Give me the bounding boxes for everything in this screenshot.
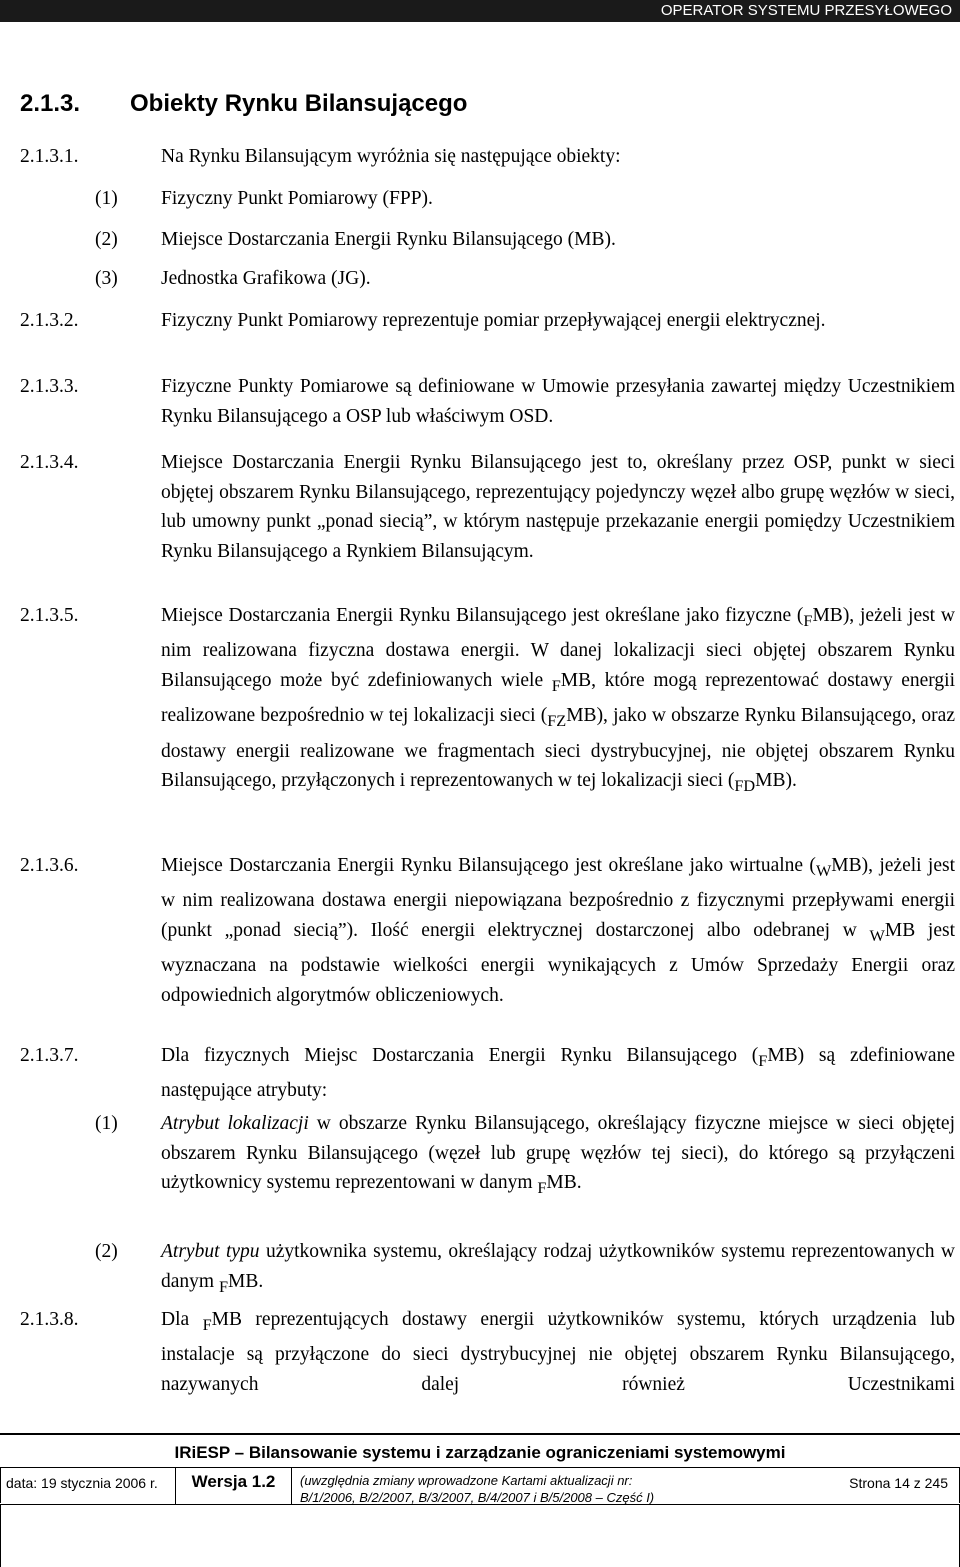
footer-page-number: Strona 14 z 245 — [849, 1475, 948, 1491]
paragraph — [20, 372, 955, 431]
footer-info-row — [0, 1467, 960, 1505]
paragraph-number: 2.1.3.7. — [20, 1045, 79, 1066]
list-item — [20, 264, 955, 294]
paragraph-text: Miejsce Dostarczania Energii Rynku Bilansującego jest określane jako wirtualne $(_WMB)$, jeżeli jest w nim realizowana dostawa energii niepowiązana bezpośrednio z fizycznymi przepływami energii (punkt „ponad siecią”). Ilość energii elektrycznej dostarczonej albo odebranej w $_W$MB jest wyznaczana na podstawie wielkości energii wynikających z Umów Sprzedaży Energii oraz odpowiednich algorytmów obliczeniowych. — [161, 855, 955, 1006]
paragraph — [20, 851, 955, 1010]
paragraph — [20, 1041, 955, 1106]
paragraph-text: Na Rynku Bilansującym wyróżnia się następujące obiekty: — [161, 146, 621, 167]
paragraph-text: Dla $_F$MB reprezentujących dostawy energii użytkowników systemu, których urządzenia lub instalacje są przyłączone do sieci dystrybucyjnej nie objętej obszarem Rynku Bilansującego, nazywanych dalej również Uczestnikami — [161, 1309, 956, 1395]
page-footer — [0, 1433, 960, 1567]
list-item-text: Atrybut typu użytkownika systemu, określający rodzaj użytkowników systemu reprezentowanych w danym $_F$MB. — [161, 1241, 955, 1296]
list-item-number: (1) — [95, 1113, 118, 1134]
paragraph-number: 2.1.3.8. — [20, 1309, 79, 1330]
paragraph — [20, 601, 955, 802]
list-item — [20, 1237, 955, 1302]
list-item — [20, 1109, 955, 1203]
list-item-text: Atrybut lokalizacji w obszarze Rynku Bilansującego, określający fizyczne miejsce w sieci objętej obszarem Rynku Bilansującego (węzeł lub grupę węzłów tej sieci), do którego są przyłączeni użytkownicy systemu reprezentowani w danym $_F$MB. — [161, 1113, 956, 1197]
paragraph — [20, 306, 955, 336]
section-title: Obiekty Rynku Bilansującego — [130, 90, 468, 117]
list-item-text: Miejsce Dostarczania Energii Rynku Bilansującego (MB). — [161, 229, 616, 250]
paragraph — [20, 448, 955, 566]
paragraph-text: Miejsce Dostarczania Energii Rynku Bilansującego jest określane jako fizyczne $(_FMB)$, jeżeli jest w nim realizowana fizyczna dostawa energii. W danej lokalizacji sieci objętej obszarem Rynku Bilansującego może być zdefiniowanych wiele $_F$MB, które mogą reprezentować dostawy energii realizowane bezpośrednio w tej lokalizacji sieci $(_{FZ}MB)$, jako w obszarze Rynku Bilansującego, oraz dostawy energii realizowane we fragmentach sieci dystrybucyjnej, nie objętej obszarem Rynku Bilansującego, przyłączonych i reprezentowanych w tej lokalizacji sieci $(_{FD}MB)$. — [161, 605, 955, 796]
section-heading — [20, 90, 940, 118]
footer-date: data: 19 stycznia 2006 r. — [6, 1475, 158, 1491]
paragraph — [20, 1305, 955, 1399]
header-title: OPERATOR SYSTEMU PRZESYŁOWEGO — [660, 2, 952, 19]
list-item-text: Fizyczny Punkt Pomiarowy (FPP). — [161, 188, 433, 209]
list-item-number: (2) — [95, 1241, 118, 1262]
paragraph-number: 2.1.3.6. — [20, 855, 79, 876]
list-item-text: Jednostka Grafikowa (JG). — [161, 268, 371, 289]
paragraph-number: 2.1.3.5. — [20, 605, 79, 626]
paragraph-text: Miejsce Dostarczania Energii Rynku Bilansującego jest to, określany przez OSP, punkt w sieci objętej obszarem Rynku Bilansującego, reprezentujący pojedynczy węzeł albo grupę węzłów w sieci, lub umowny punkt „ponad siecią”, w którym następuje przekazanie energii pomiędzy Uczestnikiem Rynku Bilansującego a Rynkiem Bilansującym. — [161, 452, 955, 562]
footer-version: Wersja 1.2 — [175, 1468, 292, 1504]
paragraph — [20, 142, 955, 172]
list-item-number: (1) — [95, 188, 118, 209]
footer-border-left — [0, 1467, 1, 1503]
paragraph-number: 2.1.3.1. — [20, 146, 79, 167]
list-item — [20, 184, 955, 214]
list-item-number: (3) — [95, 268, 118, 289]
list-item — [20, 225, 955, 255]
paragraph-number: 2.1.3.3. — [20, 376, 79, 397]
page-header — [0, 0, 960, 22]
footer-title: IRiESP – Bilansowanie systemu i zarządzanie ograniczeniami systemowymi — [174, 1443, 786, 1462]
paragraph-number: 2.1.3.2. — [20, 310, 79, 331]
footer-frame-left — [0, 1505, 1, 1567]
paragraph-text: Fizyczny Punkt Pomiarowy reprezentuje pomiar przepływającej energii elektrycznej. — [161, 310, 826, 331]
section-number: 2.1.3. — [20, 90, 81, 117]
paragraph-number: 2.1.3.4. — [20, 452, 79, 473]
paragraph-text: Fizyczne Punkty Pomiarowe są definiowane w Umowie przesyłania zawartej między Uczestnikiem Rynku Bilansującego a OSP lub właściwym OSD. — [161, 376, 955, 427]
footer-note: (uwzględnia zmiany wprowadzone Kartami aktualizacji nr: B/1/2006, B/2/2007, B/3/2007, B/4/2007 i B/5/2008 – Część I) — [300, 1473, 655, 1505]
list-item-number: (2) — [95, 229, 118, 250]
paragraph-text: Dla fizycznych Miejsc Dostarczania Energii Rynku Bilansującego $(_FMB)$ są zdefiniowane następujące atrybuty: — [161, 1045, 955, 1102]
